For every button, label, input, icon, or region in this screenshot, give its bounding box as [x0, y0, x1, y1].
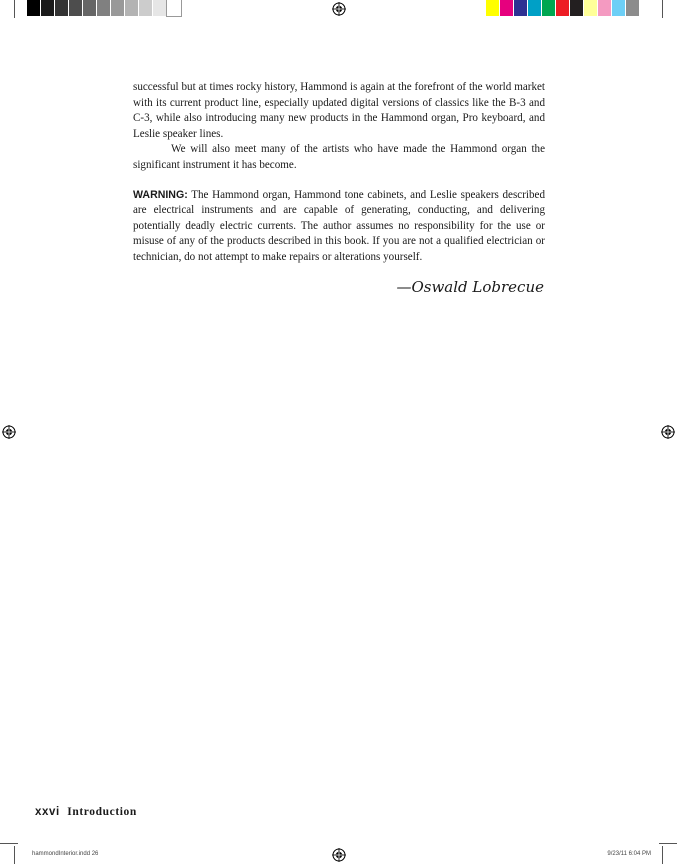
registration-swatch	[167, 0, 181, 16]
warning-text: The Hammond organ, Hammond tone cabinets, and Leslie speakers described are electrical instruments and are capable of generating, conducting, and delivering potentially deadly electric currents. The author assumes no responsibility for the use or misuse of any of the products described in this book. If you are not a qualified electrician or technician, do not attempt to make repairs or alterations yourself.	[133, 188, 545, 263]
registration-target-icon	[332, 848, 346, 862]
registration-swatch	[27, 0, 41, 16]
registration-swatch	[570, 0, 584, 16]
registration-target-icon	[661, 425, 675, 439]
author-signature: —Oswald Lobrecue	[396, 278, 544, 296]
registration-swatch	[528, 0, 542, 16]
warning-label: WARNING:	[133, 188, 188, 201]
registration-swatch	[626, 0, 640, 16]
registration-swatch	[486, 0, 500, 16]
registration-swatch	[139, 0, 153, 16]
paragraph-history: successful but at times rocky history, Hammond is again at the forefront of the world market with its current product line, especially updated digital versions of classics like the B-3 and C-3, while also introducing many new products in the Hammond organ, Pro keyboard, and Leslie speaker lines.	[133, 81, 545, 140]
registration-swatch	[69, 0, 83, 16]
crop-mark	[14, 0, 15, 18]
registration-swatch	[612, 0, 626, 16]
page-number: xxvi	[35, 806, 60, 818]
registration-swatch	[584, 0, 598, 16]
slug-timestamp: 9/23/11 6:04 PM	[607, 851, 651, 857]
paragraph-artists: We will also meet many of the artists who have made the Hammond organ the significant instrument it has become.	[133, 143, 545, 171]
registration-swatch	[97, 0, 111, 16]
crop-mark	[662, 846, 663, 864]
registration-target-icon	[332, 2, 346, 16]
body-text	[133, 80, 545, 266]
registration-swatch	[83, 0, 97, 16]
warning-paragraph	[133, 188, 545, 266]
crop-mark	[0, 843, 18, 844]
registration-swatch	[556, 0, 570, 16]
crop-mark	[659, 843, 677, 844]
registration-swatch	[500, 0, 514, 16]
page-footer	[35, 806, 137, 818]
registration-swatch	[125, 0, 139, 16]
grayscale-registration-bar	[27, 0, 181, 16]
registration-swatch	[41, 0, 55, 16]
slug-filename: hammondInterior.indd 26	[32, 851, 99, 857]
registration-swatch	[111, 0, 125, 16]
registration-swatch	[55, 0, 69, 16]
crop-mark	[14, 846, 15, 864]
registration-swatch	[598, 0, 612, 16]
section-title: Introduction	[67, 806, 137, 818]
registration-swatch	[542, 0, 556, 16]
crop-mark	[662, 0, 663, 18]
registration-target-icon	[2, 425, 16, 439]
registration-swatch	[514, 0, 528, 16]
registration-swatch	[153, 0, 167, 16]
color-registration-bar	[486, 0, 640, 16]
